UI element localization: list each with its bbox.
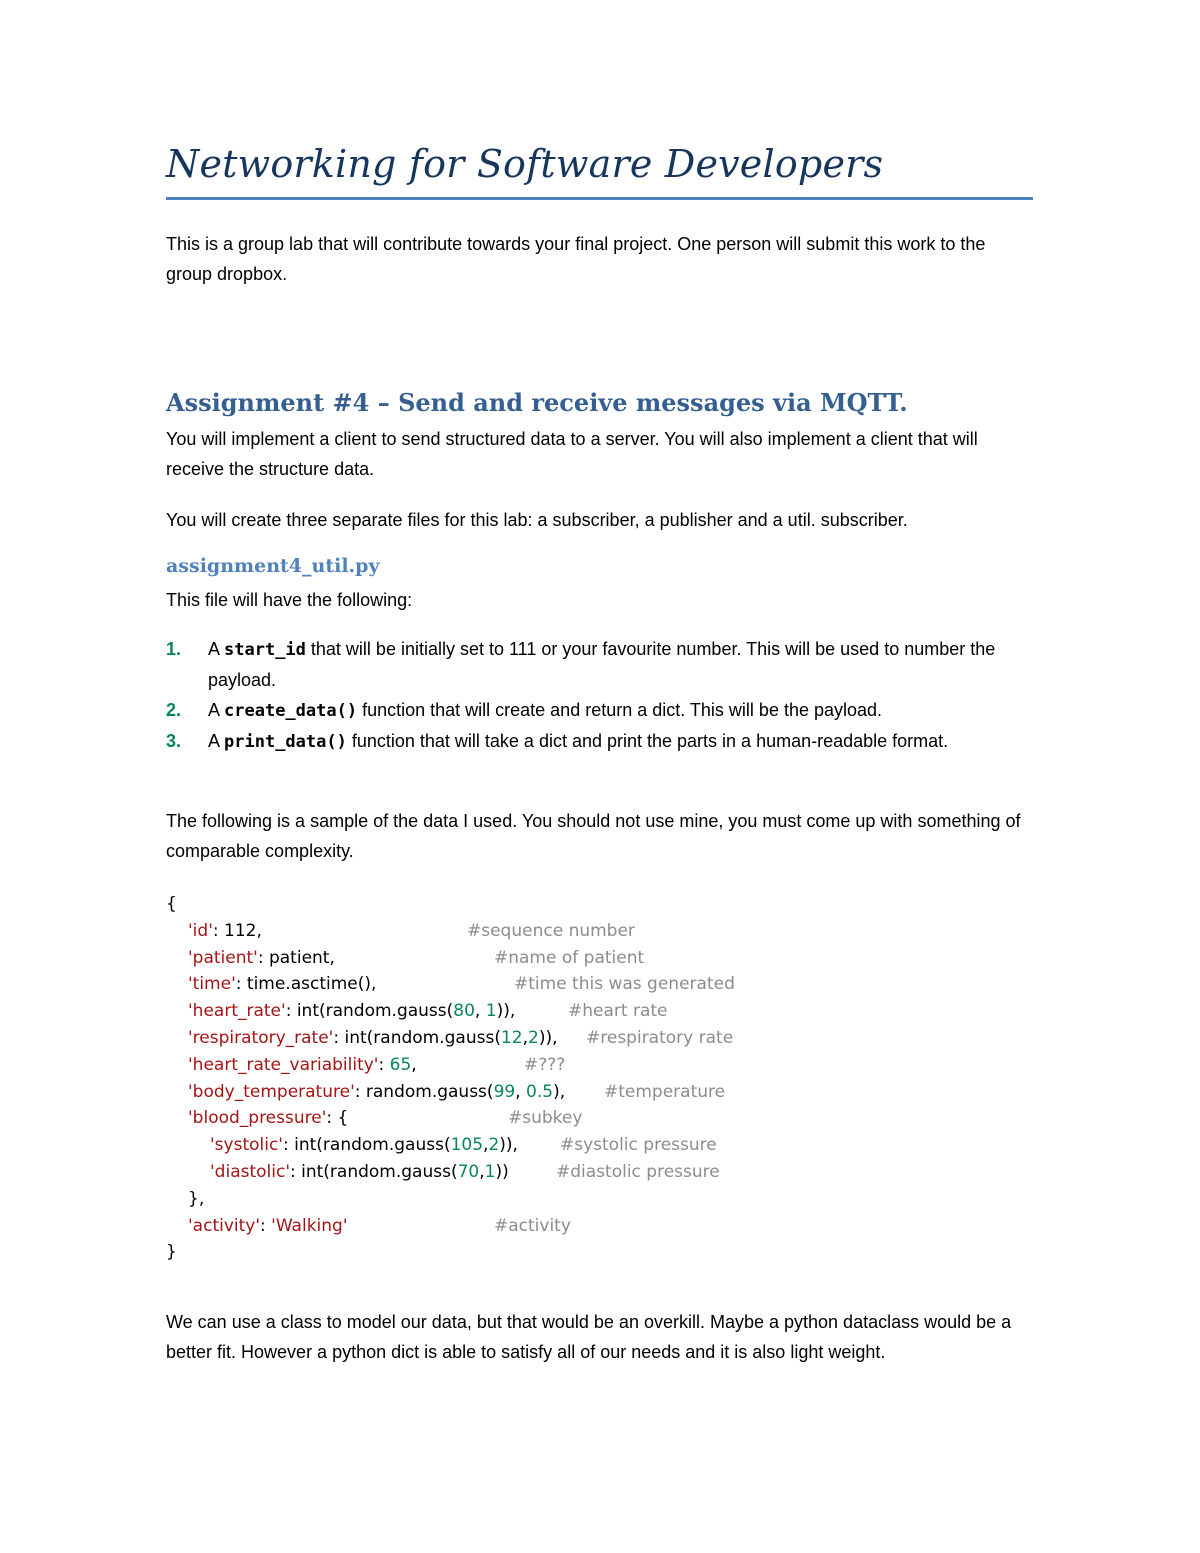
code-close-brace: } bbox=[166, 1242, 177, 1263]
code-text: }, bbox=[188, 1188, 205, 1209]
code-text: : 112, bbox=[212, 920, 262, 941]
code-text: )), bbox=[499, 1135, 518, 1156]
list-text-post: function that will take a dict and print the parts in a human-readable format. bbox=[346, 731, 949, 751]
code-key: 'id' bbox=[188, 920, 213, 941]
code-text: : bbox=[378, 1054, 390, 1075]
list-text-pre: A bbox=[208, 731, 225, 751]
code-key: 'heart_rate' bbox=[188, 1001, 286, 1022]
code-text: , bbox=[522, 1027, 528, 1048]
code-comment: #subkey bbox=[508, 1108, 583, 1129]
code-number: 2 bbox=[488, 1135, 500, 1156]
code-text: ), bbox=[553, 1081, 566, 1102]
code-text: : time.asctime(), bbox=[235, 974, 377, 995]
code-text: , bbox=[411, 1054, 417, 1075]
list-text-post: that will be initially set to 111 or your favourite number. This will be used to number the payload. bbox=[208, 639, 996, 690]
inline-code: create_data() bbox=[224, 701, 358, 721]
assignment-paragraph-2: You will create three separate files for this lab: a subscriber, a publisher and a util. subscriber. bbox=[166, 510, 908, 530]
list-number: 1. bbox=[166, 639, 182, 659]
code-key: 'respiratory_rate' bbox=[188, 1027, 334, 1048]
code-text: : random.gauss( bbox=[354, 1081, 494, 1102]
code-text: , bbox=[479, 1161, 485, 1182]
code-comment: #heart rate bbox=[568, 1001, 668, 1022]
list-item bbox=[166, 695, 996, 726]
code-text: : int(random.gauss( bbox=[290, 1161, 458, 1182]
code-comment: #temperature bbox=[604, 1081, 726, 1102]
code-line bbox=[166, 1213, 866, 1240]
list-item bbox=[166, 726, 996, 757]
code-key: 'blood_pressure' bbox=[188, 1108, 327, 1129]
code-key: 'heart_rate_variability' bbox=[188, 1054, 379, 1075]
code-string: 'Walking' bbox=[271, 1215, 348, 1236]
code-number: 105 bbox=[450, 1135, 484, 1156]
title-underline bbox=[166, 197, 1033, 200]
code-number: 2 bbox=[528, 1027, 539, 1048]
document-title: Networking for Software Developers bbox=[166, 142, 884, 186]
code-text: )), bbox=[538, 1027, 558, 1048]
code-sample bbox=[166, 891, 866, 1266]
code-number: 70 bbox=[457, 1161, 480, 1182]
list-number: 2. bbox=[166, 700, 182, 720]
code-text: , bbox=[483, 1135, 489, 1156]
code-line bbox=[166, 1025, 866, 1052]
code-text: : bbox=[260, 1215, 272, 1236]
code-text: : int(random.gauss( bbox=[282, 1135, 451, 1156]
code-number: 65 bbox=[389, 1054, 412, 1075]
assignment-paragraph-1: You will implement a client to send structured data to a server. You will also implement a client that will receive the structure data. bbox=[166, 429, 978, 479]
code-line bbox=[166, 918, 866, 945]
list-text-post: function that will create and return a dict. This will be the payload. bbox=[357, 700, 883, 720]
code-key: 'patient' bbox=[188, 947, 258, 968]
code-comment: #name of patient bbox=[494, 947, 645, 968]
code-number: 0.5 bbox=[526, 1081, 554, 1102]
code-text: )), bbox=[496, 1001, 516, 1022]
util-intro: This file will have the following: bbox=[166, 590, 413, 610]
code-number: 99 bbox=[493, 1081, 516, 1102]
code-text: : int(random.gauss( bbox=[285, 1001, 454, 1022]
code-line bbox=[166, 945, 866, 972]
code-line bbox=[166, 1052, 866, 1079]
code-comment: #respiratory rate bbox=[586, 1027, 734, 1048]
intro-paragraph: This is a group lab that will contribute towards your final project. One person will submit this work to the group dropbox. bbox=[166, 234, 986, 284]
code-key: 'body_temperature' bbox=[188, 1081, 355, 1102]
code-comment: #sequence number bbox=[467, 920, 635, 941]
inline-code: print_data() bbox=[224, 732, 347, 752]
requirements-list bbox=[166, 634, 996, 757]
util-file-heading: assignment4_util.py bbox=[166, 555, 380, 577]
code-line bbox=[166, 1132, 866, 1159]
code-text: : { bbox=[326, 1108, 349, 1129]
code-comment: #activity bbox=[494, 1215, 571, 1236]
code-comment: #time this was generated bbox=[514, 974, 735, 995]
code-number: 12 bbox=[500, 1027, 523, 1048]
list-text-pre: A bbox=[208, 639, 225, 659]
assignment-heading: Assignment #4 – Send and receive messages via MQTT. bbox=[166, 388, 908, 417]
code-open-brace: { bbox=[166, 894, 177, 914]
code-key: 'time' bbox=[188, 974, 236, 995]
code-line bbox=[166, 998, 866, 1025]
code-text: : patient, bbox=[257, 947, 335, 968]
code-comment: #diastolic pressure bbox=[556, 1161, 720, 1182]
code-text: , bbox=[515, 1081, 527, 1102]
closing-paragraph: We can use a class to model our data, but that would be an overkill. Maybe a python dataclass would be a better fit. However a python dict is able to satisfy all of our needs and it is also light weight. bbox=[166, 1312, 1012, 1362]
code-key: 'diastolic' bbox=[210, 1161, 290, 1182]
code-text: )) bbox=[495, 1161, 509, 1182]
code-text: , bbox=[474, 1001, 486, 1022]
code-line bbox=[166, 1105, 866, 1132]
code-key: 'systolic' bbox=[210, 1135, 283, 1156]
code-line bbox=[166, 1159, 866, 1186]
code-line bbox=[166, 971, 866, 998]
code-line bbox=[166, 1079, 866, 1106]
code-comment: #??? bbox=[524, 1054, 566, 1075]
list-number: 3. bbox=[166, 731, 182, 751]
code-number: 80 bbox=[453, 1001, 475, 1022]
code-number: 1 bbox=[484, 1161, 496, 1182]
list-item bbox=[166, 634, 996, 695]
code-number: 1 bbox=[485, 1001, 497, 1022]
code-comment: #systolic pressure bbox=[560, 1135, 717, 1156]
code-key: 'activity' bbox=[188, 1215, 261, 1236]
code-line bbox=[166, 1186, 866, 1213]
sample-intro: The following is a sample of the data I used. You should not use mine, you must come up with something of comparable complexity. bbox=[166, 811, 1021, 861]
inline-code: start_id bbox=[224, 640, 306, 660]
list-text-pre: A bbox=[208, 700, 225, 720]
code-text: : int(random.gauss( bbox=[333, 1027, 501, 1048]
